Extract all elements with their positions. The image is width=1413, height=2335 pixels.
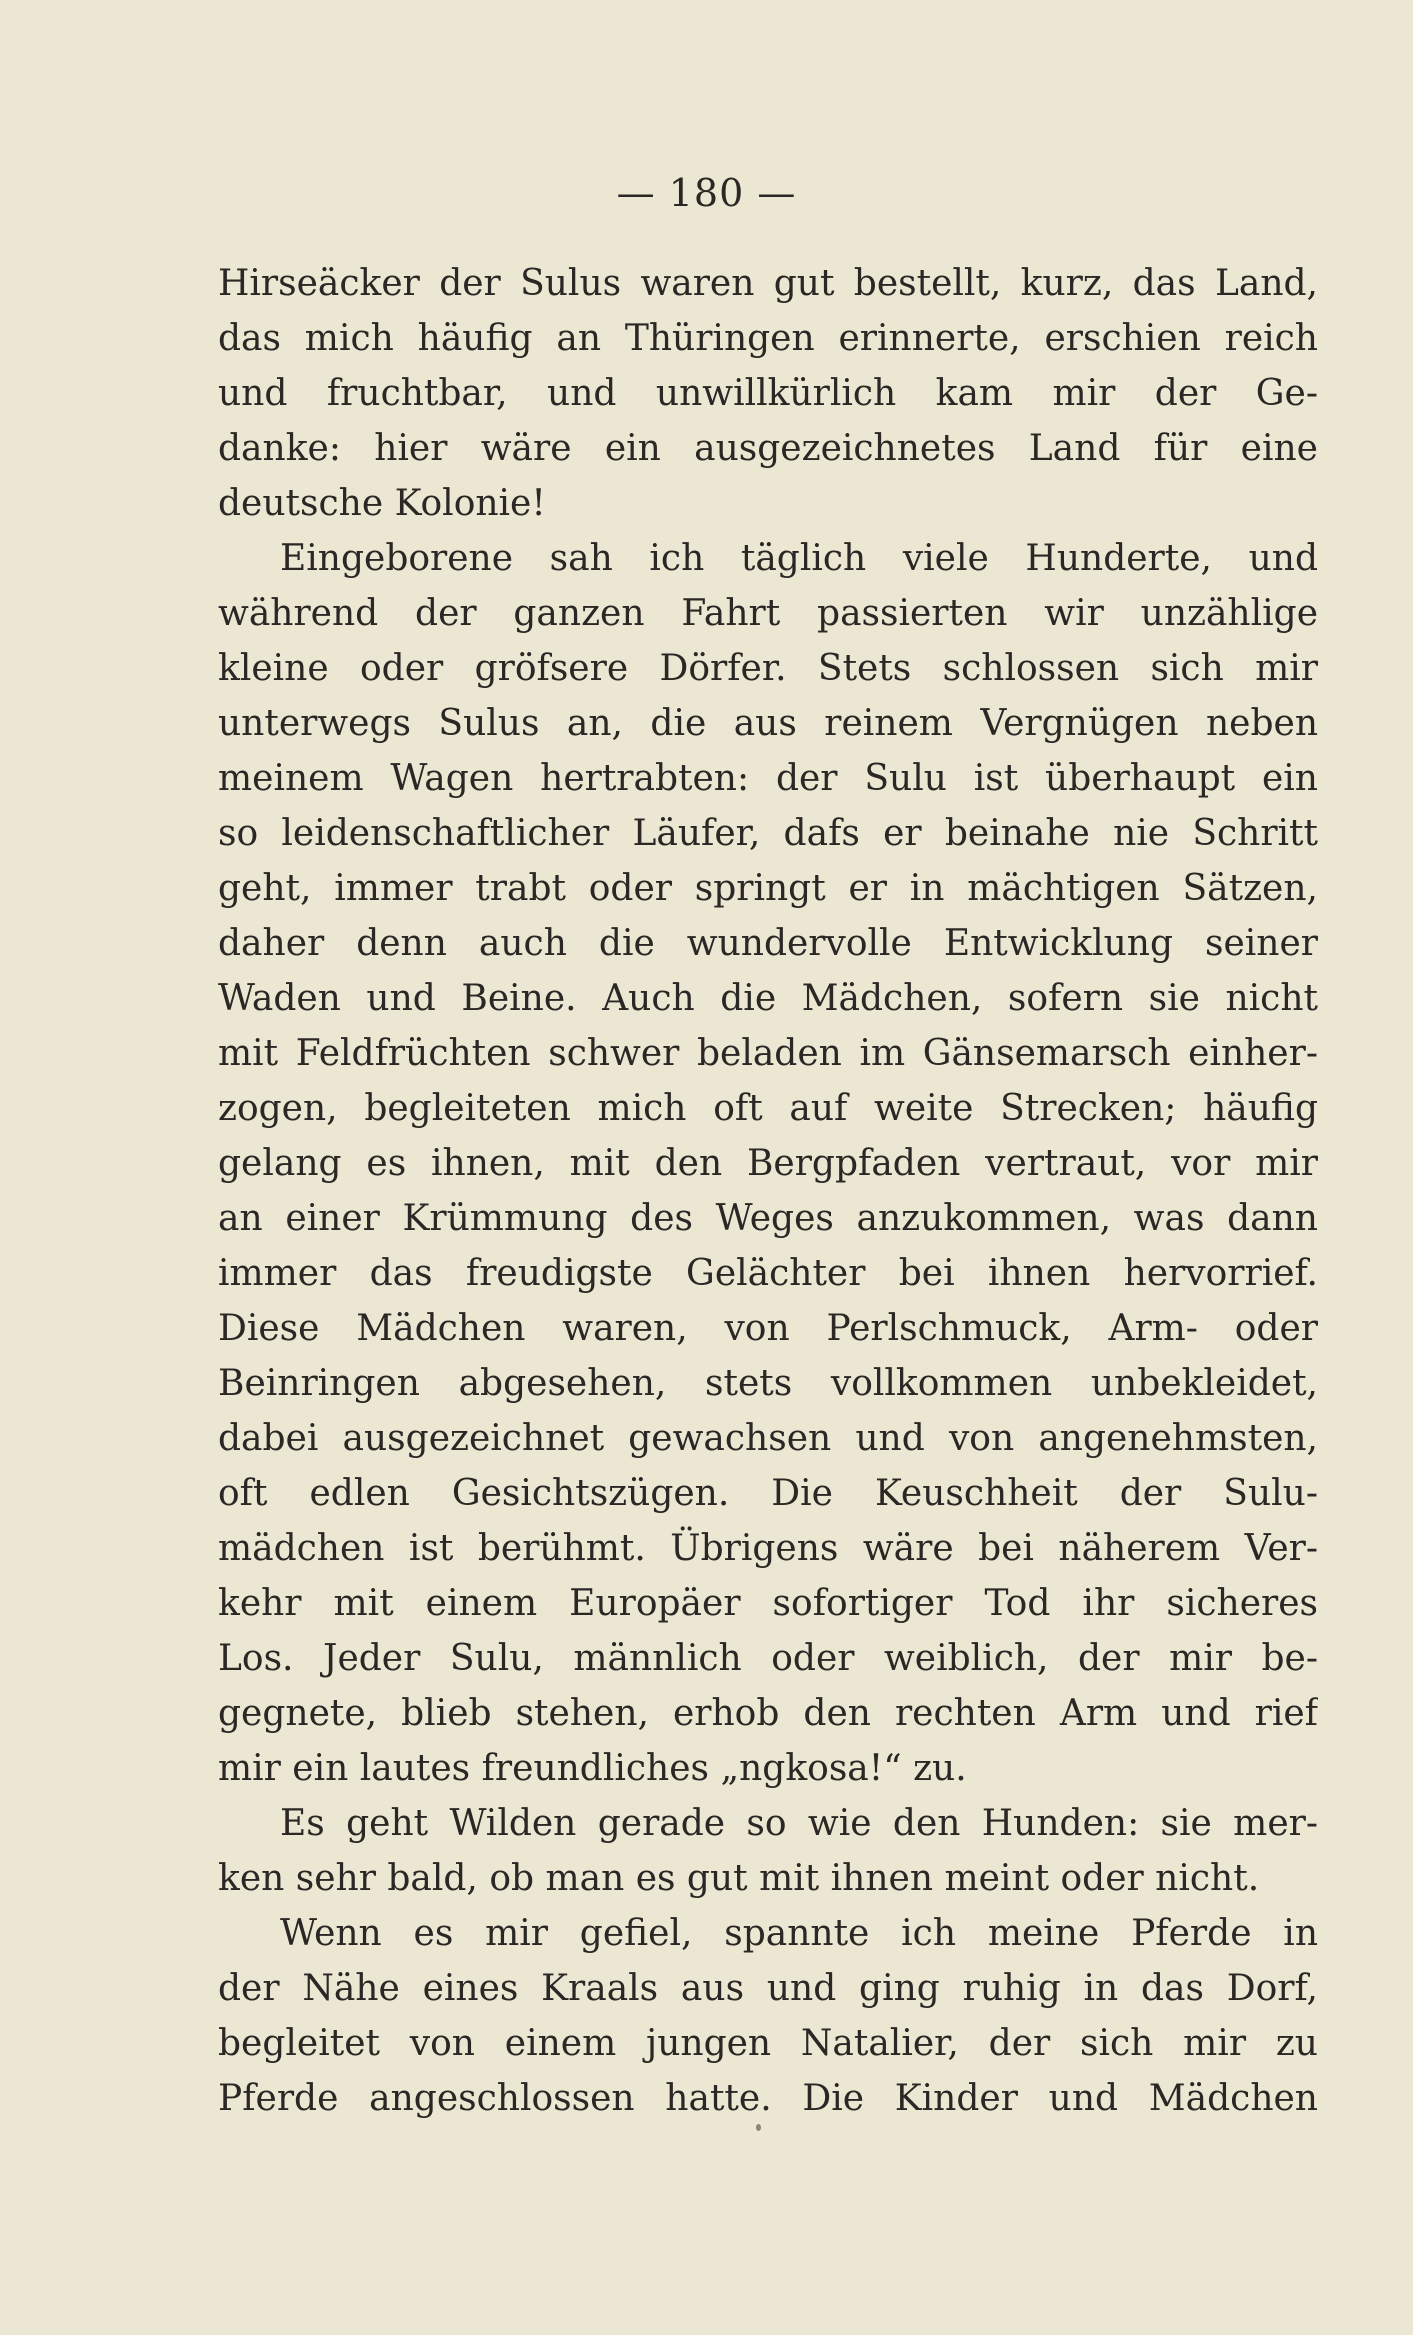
text-line: kehr mit einem Europäer sofortiger Tod ihr sicheres bbox=[218, 1583, 1318, 1624]
text-line: mädchen ist berühmt. Übrigens wäre bei näherem Ver- bbox=[218, 1528, 1318, 1569]
text-line: Beinringen abgesehen, stets vollkommen unbekleidet, bbox=[218, 1363, 1318, 1404]
body-text bbox=[218, 256, 1318, 2126]
text-line: kleine oder gröfsere Dörfer. Stets schlossen sich mir bbox=[218, 648, 1318, 689]
text-line: gelang es ihnen, mit den Bergpfaden vertraut, vor mir bbox=[218, 1143, 1318, 1184]
text-line: Pferde angeschlossen hatte. Die Kinder und Mädchen bbox=[218, 2078, 1318, 2119]
text-line: mit Feldfrüchten schwer beladen im Gänsemarsch einher- bbox=[218, 1033, 1318, 1074]
text-line: mir ein lautes freundliches „ngkosa!“ zu. bbox=[218, 1748, 967, 1789]
text-line: geht, immer trabt oder springt er in mächtigen Sätzen, bbox=[218, 868, 1318, 909]
text-line: danke: hier wäre ein ausgezeichnetes Land für eine bbox=[218, 428, 1318, 469]
text-line: unterwegs Sulus an, die aus reinem Vergnügen neben bbox=[218, 703, 1318, 744]
page-number: — 180 — bbox=[616, 171, 797, 215]
text-line: das mich häufig an Thüringen erinnerte, erschien reich bbox=[218, 318, 1318, 359]
text-line: Los. Jeder Sulu, männlich oder weiblich, der mir be- bbox=[218, 1638, 1318, 1679]
text-line: Eingeborene sah ich täglich viele Hunderte, und bbox=[280, 538, 1318, 579]
text-line: Waden und Beine. Auch die Mädchen, sofern sie nicht bbox=[218, 978, 1318, 1019]
text-line: an einer Krümmung des Weges anzukommen, was dann bbox=[218, 1198, 1318, 1239]
text-line: begleitet von einem jungen Natalier, der sich mir zu bbox=[218, 2023, 1318, 2064]
text-line: deutsche Kolonie! bbox=[218, 483, 546, 524]
text-line: und fruchtbar, und unwillkürlich kam mir der Ge- bbox=[218, 373, 1318, 414]
text-line: oft edlen Gesichtszügen. Die Keuschheit der Sulu- bbox=[218, 1473, 1318, 1514]
text-line: gegnete, blieb stehen, erhob den rechten Arm und rief bbox=[218, 1693, 1318, 1734]
text-line: zogen, begleiteten mich oft auf weite Strecken; häufig bbox=[218, 1088, 1318, 1129]
paper-speck bbox=[756, 2124, 761, 2131]
text-line: ken sehr bald, ob man es gut mit ihnen meint oder nicht. bbox=[218, 1858, 1260, 1899]
text-line: daher denn auch die wundervolle Entwicklung seiner bbox=[218, 923, 1318, 964]
text-line: immer das freudigste Gelächter bei ihnen hervorrief. bbox=[218, 1253, 1318, 1294]
text-line: Hirseäcker der Sulus waren gut bestellt, kurz, das Land, bbox=[218, 263, 1318, 304]
text-line: so leidenschaftlicher Läufer, dafs er beinahe nie Schritt bbox=[218, 813, 1318, 854]
text-line: Diese Mädchen waren, von Perlschmuck, Arm- oder bbox=[218, 1308, 1318, 1349]
text-line: Wenn es mir gefiel, spannte ich meine Pferde in bbox=[280, 1913, 1318, 1954]
text-line: meinem Wagen hertrabten: der Sulu ist überhaupt ein bbox=[218, 758, 1318, 799]
text-line: Es geht Wilden gerade so wie den Hunden: sie mer- bbox=[280, 1803, 1318, 1844]
text-line: der Nähe eines Kraals aus und ging ruhig in das Dorf, bbox=[218, 1968, 1318, 2009]
text-line: während der ganzen Fahrt passierten wir unzählige bbox=[218, 593, 1318, 634]
text-line: dabei ausgezeichnet gewachsen und von angenehmsten, bbox=[218, 1418, 1318, 1459]
